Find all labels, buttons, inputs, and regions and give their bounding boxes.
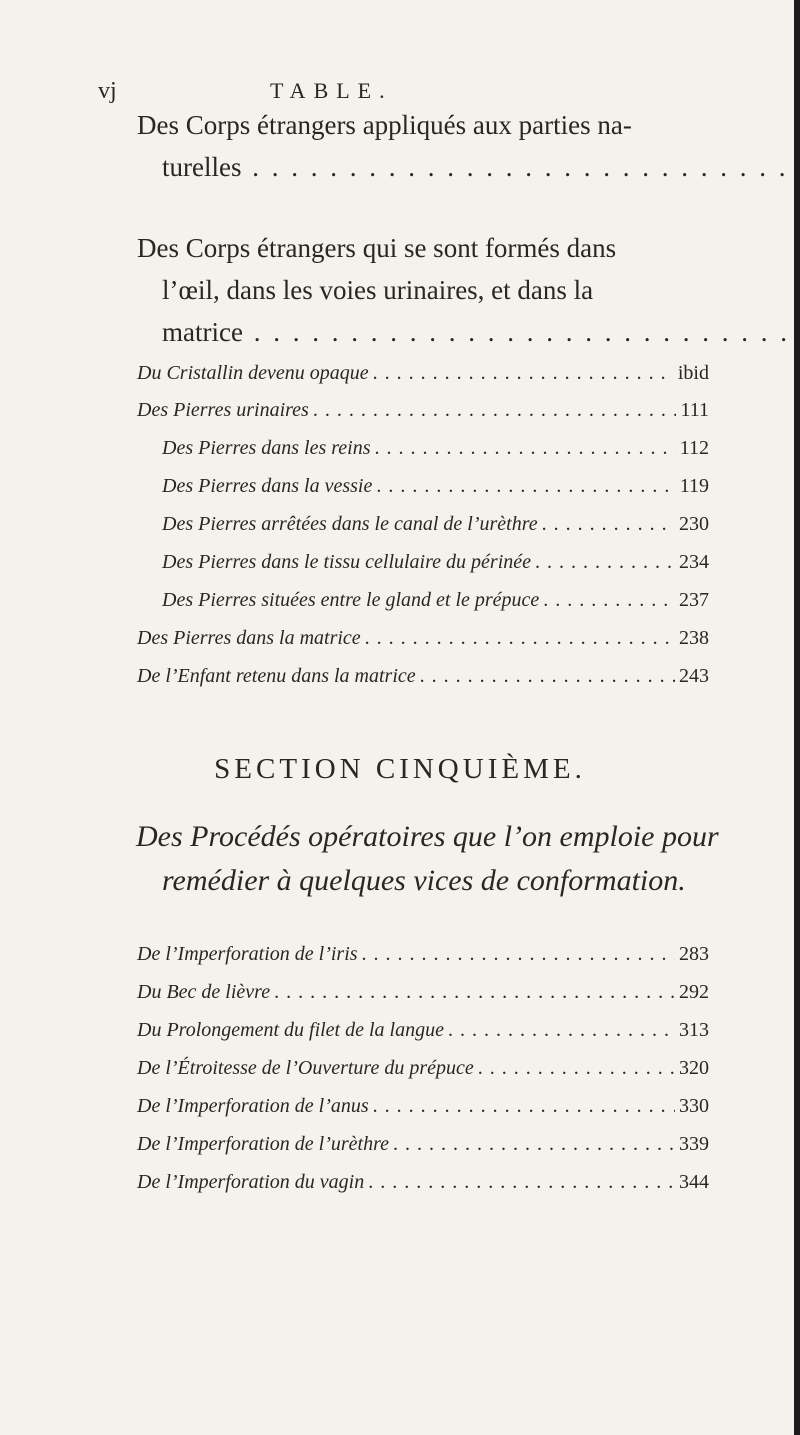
subentry-page: ibid (677, 362, 709, 384)
subentry-title: Du Prolongement du filet de la langue (137, 1019, 444, 1041)
subentry-title: Des Pierres situées entre le gland et le prépuce (162, 589, 540, 611)
subentry-page: 234 (679, 551, 709, 573)
toc-subentry (137, 1171, 709, 1203)
toc-subentry (162, 551, 709, 583)
dot-leader (373, 1095, 675, 1118)
toc-subentry (162, 475, 709, 507)
subentry-page: 292 (679, 981, 709, 1003)
subentry-page: 320 (679, 1057, 709, 1079)
subentry-page: 230 (679, 513, 709, 535)
toc-subentry (137, 1133, 709, 1165)
entry-last-line (137, 146, 707, 188)
toc-subentry (137, 627, 709, 659)
subentry-title: De l’Enfant retenu dans la matrice (137, 665, 416, 687)
entry-line: Des Corps étrangers qui se sont formés dans (137, 233, 617, 263)
subentry-title: Des Pierres dans la matrice (137, 627, 361, 649)
toc-subentry (162, 437, 709, 469)
entry-text: turelles (162, 152, 242, 182)
section-heading: SECTION CINQUIÈME. (214, 753, 586, 785)
subentry-title: De l’Imperforation de l’anus (137, 1095, 369, 1117)
toc-subentry (137, 943, 709, 975)
subentry-title: Des Pierres dans la vessie (162, 475, 373, 497)
subentry-page: 283 (679, 943, 709, 965)
toc-subentry (137, 981, 709, 1013)
toc-subentry (137, 362, 709, 394)
entry-line: l’œil, dans les voies urinaires, et dans la (162, 275, 594, 305)
subentry-page: 243 (679, 665, 709, 687)
dot-leader (313, 399, 677, 422)
dot-leader (420, 665, 675, 688)
subentry-title: De l’Imperforation du vagin (137, 1171, 365, 1193)
subentry-title: Du Cristallin devenu opaque (137, 362, 369, 384)
dot-leader (362, 943, 675, 966)
subentry-title: De l’Étroitesse de l’Ouverture du prépuce (137, 1057, 474, 1079)
subentry-page: 119 (679, 475, 709, 497)
toc-subentry (137, 399, 709, 431)
dot-leader (393, 1133, 675, 1156)
subentry-title: De l’Imperforation de l’urèthre (137, 1133, 389, 1155)
dot-leader (254, 317, 800, 347)
subentry-title: Du Bec de lièvre (137, 981, 271, 1003)
dot-leader (542, 513, 675, 536)
toc-entry-corps-etrangers-formes (137, 227, 707, 353)
subentry-title: Des Pierres dans les reins (162, 437, 371, 459)
dot-leader (543, 589, 675, 612)
entry-line: Des Corps étrangers appliqués aux parties na- (137, 110, 632, 140)
subentry-title: De l’Imperforation de l’iris (137, 943, 358, 965)
toc-subentry (137, 665, 709, 697)
entry-text: matrice (162, 317, 243, 347)
dot-leader (365, 627, 675, 650)
section-subtitle (136, 815, 736, 903)
dot-leader (478, 1057, 675, 1080)
dot-leader (252, 152, 800, 182)
dot-leader (274, 981, 675, 1004)
toc-subentry (137, 1095, 709, 1127)
dot-leader (373, 362, 674, 385)
dot-leader (375, 437, 676, 460)
entry-last-line (137, 311, 707, 353)
subentry-page: 111 (680, 399, 709, 421)
subentry-page: 330 (679, 1095, 709, 1117)
subentry-title: Des Pierres arrêtées dans le canal de l’urèthre (162, 513, 538, 535)
subtitle-line: Des Procédés opératoires que l’on emploie pour (136, 820, 719, 853)
subentry-title: Des Pierres dans le tissu cellulaire du périnée (162, 551, 532, 573)
toc-subentry (162, 513, 709, 545)
page-number: vj (98, 78, 117, 104)
toc-subentry (137, 1019, 709, 1051)
running-title: TABLE. (270, 78, 393, 103)
dot-leader (376, 475, 675, 498)
dot-leader (535, 551, 675, 574)
subentry-page: 313 (679, 1019, 709, 1041)
toc-subentry (162, 589, 709, 621)
subtitle-line: remédier à quelques vices de conformation. (162, 864, 686, 897)
subentry-page: 237 (679, 589, 709, 611)
subentry-page: 339 (679, 1133, 709, 1155)
dot-leader (448, 1019, 675, 1042)
subentry-title: Des Pierres urinaires (137, 399, 309, 421)
subentry-page: 238 (679, 627, 709, 649)
subentry-page: 112 (679, 437, 709, 459)
subentry-page: 344 (679, 1171, 709, 1193)
page-edge (794, 0, 800, 1435)
dot-leader (368, 1171, 675, 1194)
toc-entry-corps-etrangers-appliques (137, 104, 707, 188)
toc-subentry (137, 1057, 709, 1089)
